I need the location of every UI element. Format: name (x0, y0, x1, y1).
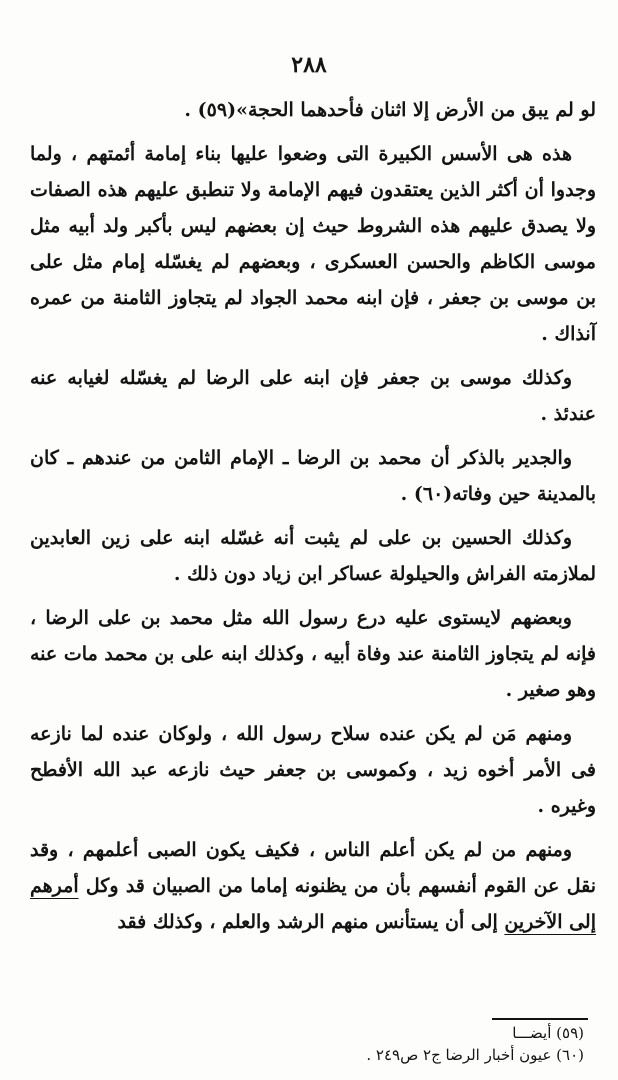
paragraph: ومنهم مَن لم يكن عنده سلاح رسول الله ، ولوكان عنده لما نازعه فى الأمر أخوه زيد ، وكموسى بن جعفر حيث نازعه عبد الله الأفطح وغيره . (30, 723, 596, 817)
paragraph: وبعضهم لايستوى عليه درع رسول الله مثل محمد بن على الرضا ، فإنه لم يتجاوز الثامنة عند وفاة أبيه ، وكذلك ابنه على بن محمد مات عنه وهو صغير . (30, 607, 596, 701)
footnote: (٥٩) أيضـــا (512, 1024, 584, 1042)
footnotes (44, 1022, 584, 1066)
footnote: (٦٠) عيون أخبار الرضا ج٢ ص٢٤٩ . (366, 1046, 584, 1064)
paragraph: لو لم يبق من الأرض إلا اثنان فأحدهما الحجة»(٥٩) . (184, 99, 596, 121)
paragraph: والجدير بالذكر أن محمد بن الرضا ـ الإمام الثامن من عندهم ـ كان بالمدينة حين وفاته(٦٠) . (30, 447, 596, 505)
paragraph: هذه هى الأسس الكبيرة التى وضعوا عليها بناء إمامة أئمتهم ، ولما وجدوا أن أكثر الذين يعتقدون فيهم الإمامة ولا تنطبق عليهم هذه الصفات ولا يصدق عليهم هذه الشروط حيث إن بعضهم ليس بأكبر ولد أبيه مثل موسى الكاظم والحسن العسكرى ، وبعضهم لم يغسّله إمام مثل على بن موسى بن جعفر ، فإن ابنه محمد الجواد لم يتجاوز الثامنة من عمره آنذاك . (30, 143, 596, 345)
underlined-phrase: أمرهم إلى الآخرين (30, 875, 596, 933)
paragraph (30, 832, 596, 940)
paragraph: وكذلك الحسين بن على لم يثبت أنه غسّله ابنه على زين العابدين لملازمته الفراش والحيلولة عساكر ابن زياد دون ذلك . (30, 527, 596, 585)
footnote-divider (492, 1018, 588, 1020)
paragraph: وكذلك موسى بن جعفر فإن ابنه على الرضا لم يغسّله لغيابه عنه عندئذ . (30, 367, 596, 425)
page-number: ٢٨٨ (291, 52, 327, 78)
paragraph-tail: إلى أن يستأنس منهم الرشد والعلم ، وكذلك فقد (117, 911, 505, 933)
paragraph-text: ومنهم من لم يكن أعلم الناس ، فكيف يكون الصبى أعلمهم ، وقد نقل عن القوم أنفسهم بأن من يظنونه إماما من الصبيان قد وكل (30, 839, 596, 897)
body-text (30, 92, 596, 948)
